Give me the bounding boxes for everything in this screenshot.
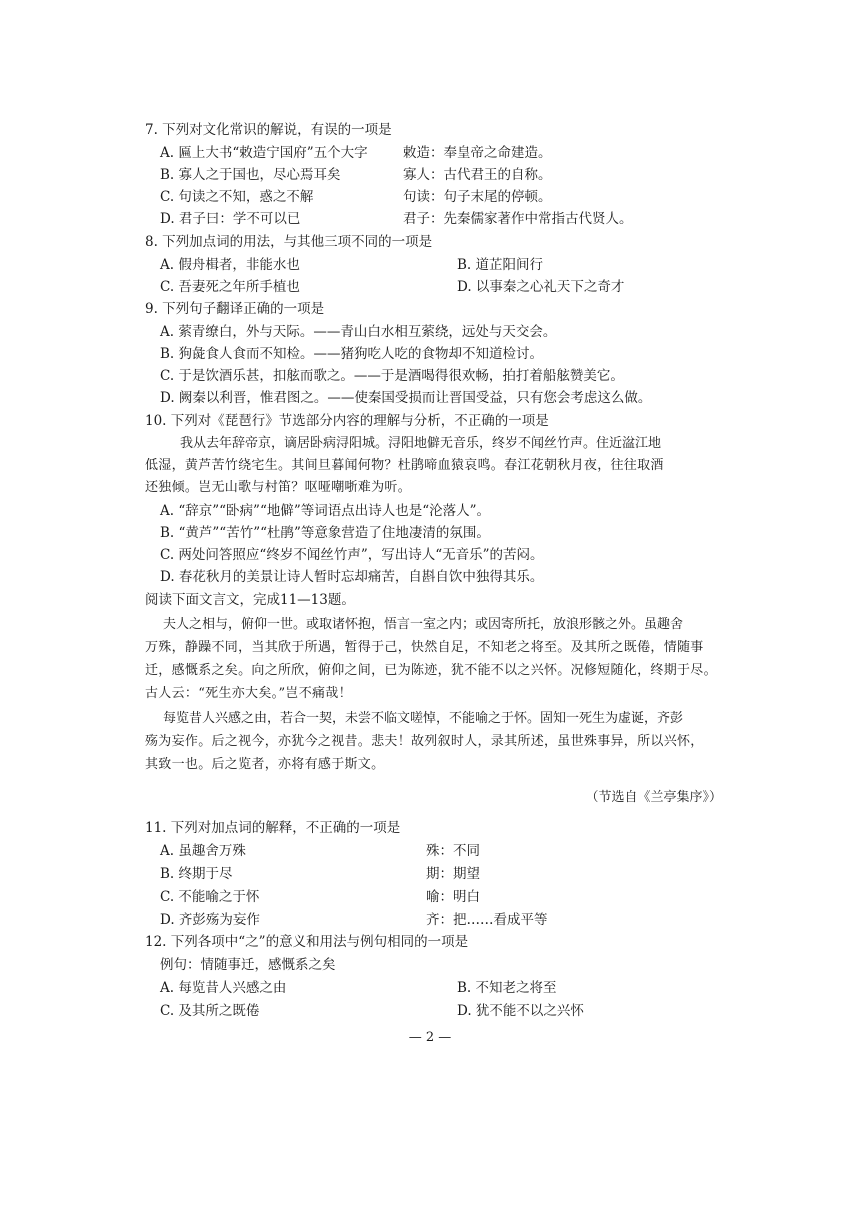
q10-passage-line: 低湿，黄芦苦竹绕宅生。其间旦暮闻何物？杜鹃啼血猿哀鸣。春江花朝秋月夜，往往取酒 (145, 458, 664, 473)
q10-option-a: A. “辞京”“卧病”“地僻”等词语点出诗人也是“沦落人”。 (160, 503, 491, 519)
q11-note-a: 殊：不同 (426, 843, 480, 859)
q11-note-b: 期：期望 (426, 866, 480, 882)
q9-stem: 9. 下列句子翻译正确的一项是 (145, 301, 325, 317)
q7-note-b: 寡人：古代君王的自称。 (403, 167, 552, 183)
passage-source: （节选自《兰亭集序》） (585, 790, 722, 805)
q8-option-a: A. 假舟楫者，非能水也 (160, 257, 300, 273)
q8-option-c: C. 吾妻死之年所手植也 (160, 279, 300, 295)
q8-option-b: B. 道芷阳间行 (457, 257, 544, 273)
q12-example: 例句：情随事迁，感慨系之矣 (160, 957, 336, 973)
q11-option-c: C. 不能喻之于怀 (160, 889, 260, 905)
q7-option-a: A. 匾上大书“敕造宁国府”五个大字 (160, 145, 368, 161)
q10-option-d: D. 春花秋月的美景让诗人暂时忘却痛苦，自斟自饮中独得其乐。 (160, 569, 544, 585)
q11-note-c: 喻：明白 (426, 889, 480, 905)
passage-line: 其致一也。后之览者，亦将有感于斯文。 (145, 757, 385, 772)
q7-stem: 7. 下列对文化常识的解说，有误的一项是 (145, 122, 392, 138)
passage-line: 殇为妄作。后之视今，亦犹今之视昔。悲夫！故列叙时人，录其所述，虽世殊事异，所以兴怀， (145, 734, 704, 749)
q10-option-c: C. 两处问答照应“终岁不闻丝竹声”，写出诗人“无音乐”的苦闷。 (160, 547, 544, 563)
passage-line: 古人云：“死生亦大矣。”岂不痛哉！ (145, 686, 352, 701)
q7-note-c: 句读：句子末尾的停顿。 (403, 189, 552, 205)
q11-option-b: B. 终期于尽 (160, 866, 233, 882)
q12-stem: 12. 下列各项中“之”的意义和用法与例句相同的一项是 (145, 934, 469, 950)
q12-option-d: D. 犹不能不以之兴怀 (457, 1003, 584, 1019)
q7-note-d: 君子：先秦儒家著作中常指古代贤人。 (403, 211, 633, 227)
q10-option-b: B. “黄芦”“苦竹”“杜鹃”等意象营造了住地凄清的氛围。 (160, 525, 490, 541)
passage-line: 每览昔人兴感之由，若合一契，未尝不临文嗟悼，不能喻之于怀。固知一死生为虚诞，齐彭 (163, 711, 684, 726)
q11-option-a: A. 虽趣舍万殊 (160, 843, 246, 859)
q9-option-b: B. 狗彘食人食而不知检。——猪狗吃人吃的食物却不知道检讨。 (160, 346, 544, 362)
passage-line: 夫人之相与，俯仰一世。或取诸怀抱，悟言一室之内；或因寄所托，放浪形骸之外。虽趣舍 (163, 617, 684, 632)
q12-option-a: A. 每览昔人兴感之由 (160, 980, 287, 996)
q12-option-b: B. 不知老之将至 (457, 980, 557, 996)
q8-option-d: D. 以事秦之心礼天下之奇才 (457, 279, 625, 295)
passage-line: 迁，感慨系之矣。向之所欣，俯仰之间，已为陈迹，犹不能不以之兴怀。况修短随化，终期于尽。 (145, 663, 717, 678)
q8-stem: 8. 下列加点词的用法，与其他三项不同的一项是 (145, 234, 433, 250)
q10-passage-line: 还独倾。岂无山歌与村笛？呕哑嘲哳难为听。 (145, 480, 412, 495)
passage-line: 万殊，静躁不同，当其欣于所遇，暂得于己，快然自足，不知老之将至。及其所之既倦，情随事 (145, 640, 704, 655)
q7-option-b: B. 寡人之于国也，尽心焉耳矣 (160, 167, 341, 183)
q11-option-d: D. 齐彭殇为妄作 (160, 912, 260, 928)
q10-stem: 10. 下列对《琵琶行》节选部分内容的理解与分析，不正确的一项是 (145, 413, 549, 429)
q7-note-a: 敕造：奉皇帝之命建造。 (403, 145, 552, 161)
q12-option-c: C. 及其所之既倦 (160, 1003, 260, 1019)
page-number: — 2 — (408, 1030, 452, 1045)
q9-option-d: D. 阙秦以利晋，惟君图之。——使秦国受损而让晋国受益，只有您会考虑这么做。 (160, 390, 652, 406)
q7-option-c: C. 句读之不知，惑之不解 (160, 189, 314, 205)
q11-stem: 11. 下列对加点词的解释，不正确的一项是 (145, 820, 401, 836)
q9-option-c: C. 于是饮酒乐甚，扣舷而歌之。——于是酒喝得很欢畅，拍打着船舷赞美它。 (160, 368, 624, 384)
reading-intro: 阅读下面文言文，完成11—13题。 (145, 592, 355, 608)
q11-note-d: 齐：把……看成平等 (426, 912, 548, 928)
q7-option-d: D. 君子曰：学不可以已 (160, 211, 301, 227)
q9-option-a: A. 萦青缭白，外与天际。——青山白水相互萦绕，远处与天交会。 (160, 324, 557, 340)
q10-passage-line: 我从去年辞帝京，谪居卧病浔阳城。浔阳地僻无音乐，终岁不闻丝竹声。住近湓江地 (180, 436, 662, 451)
